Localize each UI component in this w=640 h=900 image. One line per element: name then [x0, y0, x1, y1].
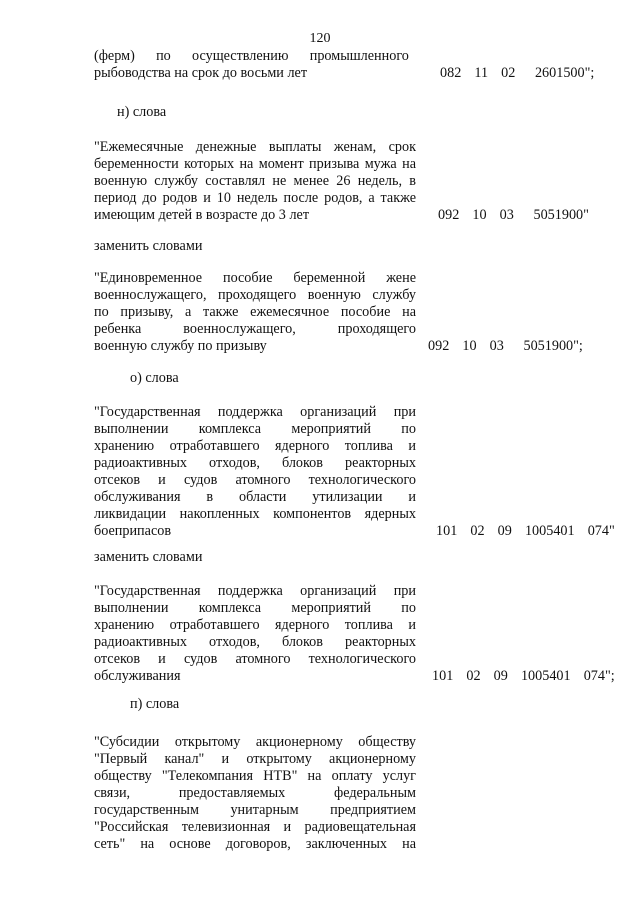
- budget-code: 092 10 03 5051900";: [428, 338, 583, 354]
- clause-label: н) слова: [117, 104, 167, 120]
- text-line: связи, предоставляемых федеральным: [94, 785, 416, 801]
- text-line: "Первый канал" и открытому акционерному: [94, 751, 416, 767]
- clause-label: заменить словами: [94, 238, 203, 254]
- text-line: имеющим детей в возрасте до 3 лет: [94, 207, 310, 223]
- text-line: (ферм) по осуществлению промышленного: [94, 48, 409, 64]
- text-line: радиоактивных отходов, блоков реакторных: [94, 455, 416, 471]
- clause-label: п) слова: [130, 696, 180, 712]
- text-line: рыбоводства на срок до восьми лет: [94, 65, 308, 81]
- text-line: боеприпасов: [94, 523, 172, 539]
- text-line: "Государственная поддержка организаций при: [94, 404, 416, 420]
- text-line: "Ежемесячные денежные выплаты женам, срок: [94, 139, 416, 155]
- text-line: "Государственная поддержка организаций при: [94, 583, 416, 599]
- budget-code: 101 02 09 1005401 074";: [432, 668, 615, 684]
- text-line: радиоактивных отходов, блоков реакторных: [94, 634, 416, 650]
- text-line: по призыву, а также ежемесячное пособие на: [94, 304, 416, 320]
- text-line: "Российская телевизионная и радиовещательная: [94, 819, 416, 835]
- text-line: "Единовременное пособие беременной жене: [94, 270, 416, 286]
- text-line: выполнении комплекса мероприятий по: [94, 600, 416, 616]
- text-line: хранению отработавшего ядерного топлива и: [94, 438, 416, 454]
- text-line: отсеков и судов атомного технологического: [94, 472, 416, 488]
- text-line: обществу "Телекомпания НТВ" на оплату услуг: [94, 768, 416, 784]
- text-line: обслуживания: [94, 668, 181, 684]
- text-line: военную службу составлял не менее 26 недель, в: [94, 173, 416, 189]
- clause-label: о) слова: [130, 370, 179, 386]
- page-number: 120: [309, 31, 331, 46]
- budget-code: 082 11 02 2601500";: [440, 65, 595, 81]
- budget-code: 101 02 09 1005401 074": [436, 523, 615, 539]
- text-line: "Субсидии открытому акционерному обществу: [94, 734, 416, 750]
- text-line: хранению отработавшего ядерного топлива и: [94, 617, 416, 633]
- clause-label: заменить словами: [94, 549, 203, 565]
- text-line: ликвидации накопленных компонентов ядерных: [94, 506, 416, 522]
- text-line: обслуживания в области утилизации и: [94, 489, 416, 505]
- text-line: военнослужащего, проходящего военную службу: [94, 287, 416, 303]
- text-line: беременности которых на момент призыва мужа на: [94, 156, 416, 172]
- budget-code: 092 10 03 5051900": [438, 207, 589, 223]
- text-line: период до родов и 10 недель после родов, а также: [94, 190, 416, 206]
- text-line: отсеков и судов атомного технологического: [94, 651, 416, 667]
- text-line: ребенка военнослужащего, проходящего: [94, 321, 416, 337]
- text-line: выполнении комплекса мероприятий по: [94, 421, 416, 437]
- text-line: военную службу по призыву: [94, 338, 267, 354]
- text-line: сеть" на основе договоров, заключенных на: [94, 836, 416, 852]
- text-line: государственным унитарным предприятием: [94, 802, 416, 818]
